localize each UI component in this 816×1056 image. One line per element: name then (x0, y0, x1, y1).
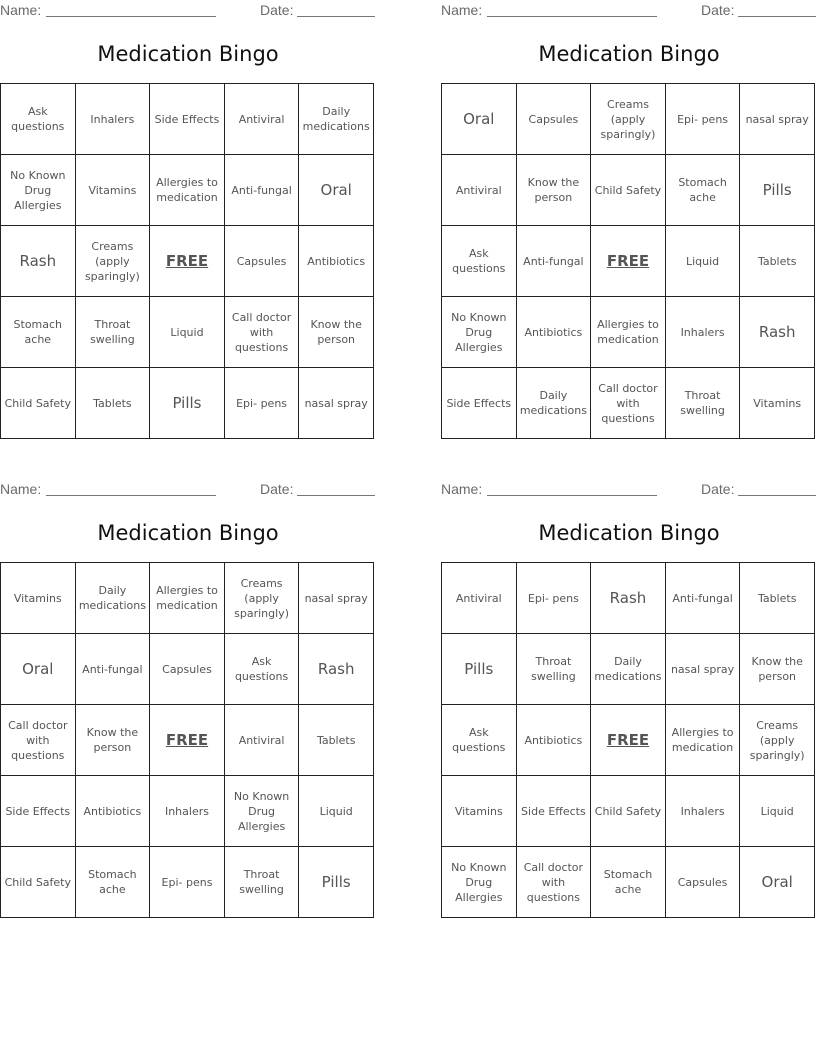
bingo-cell: Tablets (740, 563, 815, 634)
name-label: Name: (0, 2, 42, 18)
bingo-cell: Capsules (516, 84, 591, 155)
bingo-cell: Oral (740, 847, 815, 918)
bingo-row (1, 705, 374, 776)
bingo-cell: Creams (apply sparingly) (740, 705, 815, 776)
bingo-cell: Creams (apply sparingly) (224, 563, 299, 634)
bingo-cell: Daily medications (75, 563, 150, 634)
card-header (441, 2, 816, 20)
bingo-cell: No Known Drug Allergies (224, 776, 299, 847)
date-blank-line (738, 16, 816, 17)
card-title: Medication Bingo (97, 521, 279, 545)
bingo-cell: Oral (299, 155, 374, 226)
bingo-cell: Side Effects (516, 776, 591, 847)
bingo-row (1, 226, 374, 297)
bingo-cell: Allergies to medication (150, 563, 225, 634)
bingo-cell: Pills (442, 634, 517, 705)
bingo-cell: Ask questions (224, 634, 299, 705)
bingo-cell: Know the person (299, 297, 374, 368)
bingo-row (442, 226, 815, 297)
bingo-cell: No Known Drug Allergies (442, 297, 517, 368)
bingo-cell: Ask questions (442, 226, 517, 297)
bingo-cell: Know the person (740, 634, 815, 705)
bingo-cell: Epi- pens (516, 563, 591, 634)
bingo-cell: Side Effects (150, 84, 225, 155)
bingo-cell: Daily medications (299, 84, 374, 155)
bingo-cell: Anti-fungal (516, 226, 591, 297)
free-space-cell: FREE (150, 226, 225, 297)
bingo-cell: Call doctor with questions (1, 705, 76, 776)
bingo-row (1, 84, 374, 155)
bingo-cell: Inhalers (665, 776, 740, 847)
bingo-cell: Antibiotics (516, 297, 591, 368)
bingo-cell: Antiviral (442, 155, 517, 226)
bingo-cell: Antibiotics (299, 226, 374, 297)
bingo-grid (441, 562, 815, 918)
date-label: Date: (260, 2, 294, 18)
bingo-cell: Throat swelling (665, 368, 740, 439)
bingo-grid (0, 562, 374, 918)
bingo-row (442, 84, 815, 155)
bingo-cell: Stomach ache (75, 847, 150, 918)
bingo-cell: Stomach ache (591, 847, 666, 918)
bingo-row (1, 776, 374, 847)
bingo-cell: Epi- pens (224, 368, 299, 439)
free-space-cell: FREE (591, 226, 666, 297)
bingo-row (442, 847, 815, 918)
bingo-cell: Call doctor with questions (224, 297, 299, 368)
bingo-cell: Call doctor with questions (591, 368, 666, 439)
bingo-cell: Capsules (665, 847, 740, 918)
bingo-cell: Call doctor with questions (516, 847, 591, 918)
name-label: Name: (441, 2, 483, 18)
card-title: Medication Bingo (538, 42, 720, 66)
bingo-cell: Oral (1, 634, 76, 705)
bingo-row (442, 705, 815, 776)
bingo-cell: Anti-fungal (665, 563, 740, 634)
bingo-cell: Antiviral (224, 84, 299, 155)
date-label: Date: (701, 2, 735, 18)
bingo-cell: Stomach ache (665, 155, 740, 226)
bingo-cell: Vitamins (75, 155, 150, 226)
bingo-row (1, 155, 374, 226)
bingo-row (442, 297, 815, 368)
bingo-cell: Know the person (516, 155, 591, 226)
bingo-cell: Anti-fungal (224, 155, 299, 226)
name-blank-line (487, 495, 657, 496)
bingo-cell: Side Effects (442, 368, 517, 439)
bingo-row (442, 776, 815, 847)
bingo-cell: Rash (591, 563, 666, 634)
name-label: Name: (0, 481, 42, 497)
name-blank-line (46, 495, 216, 496)
bingo-row (442, 563, 815, 634)
bingo-cell: Tablets (740, 226, 815, 297)
bingo-cell: Child Safety (591, 776, 666, 847)
bingo-cell: Allergies to medication (591, 297, 666, 368)
date-label: Date: (701, 481, 735, 497)
card-title: Medication Bingo (538, 521, 720, 545)
bingo-cell: Creams (apply sparingly) (75, 226, 150, 297)
free-space-cell: FREE (591, 705, 666, 776)
bingo-cell: Pills (150, 368, 225, 439)
bingo-cell: Tablets (75, 368, 150, 439)
bingo-cell: Antiviral (442, 563, 517, 634)
bingo-row (442, 634, 815, 705)
bingo-cell: Vitamins (1, 563, 76, 634)
bingo-cell: Capsules (224, 226, 299, 297)
bingo-cell: Antiviral (224, 705, 299, 776)
bingo-cell: Capsules (150, 634, 225, 705)
bingo-cell: Throat swelling (224, 847, 299, 918)
bingo-cell: Inhalers (665, 297, 740, 368)
bingo-cell: Antibiotics (516, 705, 591, 776)
name-label: Name: (441, 481, 483, 497)
bingo-row (442, 368, 815, 439)
bingo-cell: Inhalers (75, 84, 150, 155)
bingo-cell: Epi- pens (150, 847, 225, 918)
bingo-cell: Vitamins (740, 368, 815, 439)
bingo-cell: Rash (1, 226, 76, 297)
bingo-card (0, 479, 376, 919)
bingo-cell: Liquid (150, 297, 225, 368)
bingo-cell: Tablets (299, 705, 374, 776)
date-blank-line (297, 16, 375, 17)
name-blank-line (46, 16, 216, 17)
bingo-card (441, 0, 816, 440)
bingo-card (441, 479, 816, 919)
card-title: Medication Bingo (97, 42, 279, 66)
bingo-cell: Child Safety (1, 847, 76, 918)
bingo-cell: Liquid (740, 776, 815, 847)
bingo-cell: nasal spray (299, 563, 374, 634)
bingo-cell: Allergies to medication (150, 155, 225, 226)
name-blank-line (487, 16, 657, 17)
bingo-cell: nasal spray (740, 84, 815, 155)
bingo-cell: Child Safety (1, 368, 76, 439)
bingo-cell: Daily medications (516, 368, 591, 439)
free-space-cell: FREE (150, 705, 225, 776)
bingo-cell: Pills (299, 847, 374, 918)
bingo-cell: Know the person (75, 705, 150, 776)
bingo-cell: Ask questions (1, 84, 76, 155)
bingo-grid (0, 83, 374, 439)
bingo-row (442, 155, 815, 226)
bingo-cell: Inhalers (150, 776, 225, 847)
bingo-cell: Antibiotics (75, 776, 150, 847)
bingo-cell: Allergies to medication (665, 705, 740, 776)
bingo-grid (441, 83, 815, 439)
card-header (441, 481, 816, 499)
bingo-cell: Daily medications (591, 634, 666, 705)
bingo-cell: Child Safety (591, 155, 666, 226)
bingo-cell: nasal spray (665, 634, 740, 705)
bingo-cell: No Known Drug Allergies (1, 155, 76, 226)
bingo-card (0, 0, 376, 440)
bingo-cell: Anti-fungal (75, 634, 150, 705)
date-label: Date: (260, 481, 294, 497)
bingo-cell: Throat swelling (516, 634, 591, 705)
bingo-cell: Rash (299, 634, 374, 705)
date-blank-line (738, 495, 816, 496)
bingo-cell: Liquid (299, 776, 374, 847)
bingo-cell: Stomach ache (1, 297, 76, 368)
bingo-cell: nasal spray (299, 368, 374, 439)
bingo-cell: Throat swelling (75, 297, 150, 368)
bingo-cell: No Known Drug Allergies (442, 847, 517, 918)
bingo-row (1, 634, 374, 705)
date-blank-line (297, 495, 375, 496)
bingo-cell: Epi- pens (665, 84, 740, 155)
bingo-cell: Oral (442, 84, 517, 155)
bingo-row (1, 368, 374, 439)
bingo-row (1, 563, 374, 634)
bingo-cell: Pills (740, 155, 815, 226)
bingo-cell: Liquid (665, 226, 740, 297)
card-header (0, 2, 376, 20)
card-header (0, 481, 376, 499)
bingo-cell: Creams (apply sparingly) (591, 84, 666, 155)
bingo-cell: Ask questions (442, 705, 517, 776)
bingo-cell: Vitamins (442, 776, 517, 847)
bingo-cell: Rash (740, 297, 815, 368)
bingo-cell: Side Effects (1, 776, 76, 847)
bingo-row (1, 297, 374, 368)
bingo-row (1, 847, 374, 918)
